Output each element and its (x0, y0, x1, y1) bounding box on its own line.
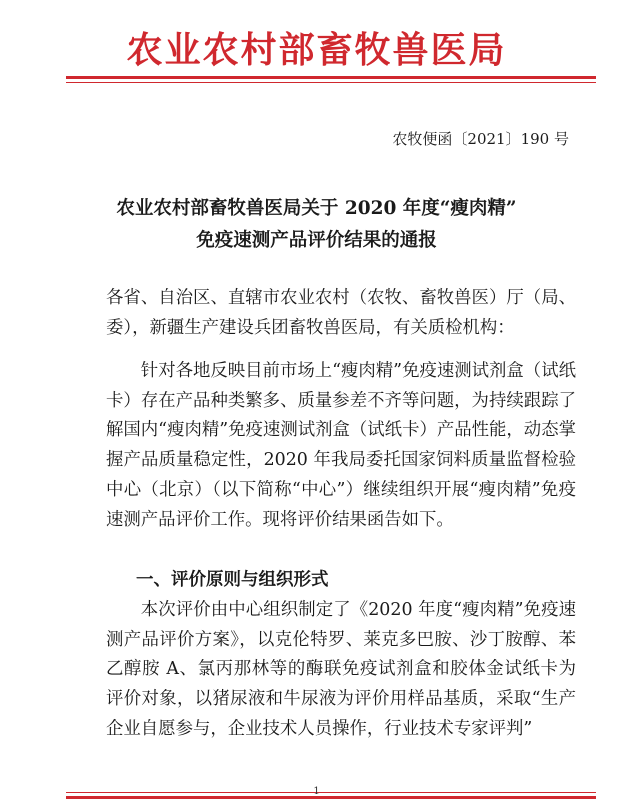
agency-header: 农业农村部畜牧兽医局 (126, 29, 507, 71)
body-paragraph-1: 针对各地反映目前市场上“瘦肉精”免疫速测试剂盒（试纸卡）存在产品种类繁多、质量参差不齐等问题，为持续跟踪了解国内“瘦肉精”免疫速测试剂盒（试纸卡）产品性能，动态掌握产品质量稳定性，2020 年我局委托国家饲料质量监督检验中心（北京）（以下简称“中心”）继续组织开展“瘦肉精”免疫速测产品评价工作。现将评价结果函告如下。 (106, 361, 576, 530)
document-title-line2: 免疫速测产品评价结果的通报 (196, 230, 437, 251)
document-number: 农牧便函〔2021〕190 号 (392, 130, 569, 148)
body-paragraph-2: 本次评价由中心组织制定了《2020 年度“瘦肉精”免疫速测产品评价方案》，以克伦特罗、莱克多巴胺、沙丁胺醇、苯乙醇胺 A、氯丙那林等的酶联免疫试剂盒和胶体金试纸卡为评价对象，以猪尿液和牛尿液为评价用样品基质，采取“生产企业自愿参与，企业技术人员操作，行业技术专家评判” (106, 600, 576, 739)
addressees: 各省、自治区、直辖市农业农村（农牧、畜牧兽医）厅（局、委），新疆生产建设兵团畜牧兽医局，有关质检机构： (106, 288, 576, 338)
document-title-line1: 农业农村部畜牧兽医局关于 2020 年度“瘦肉精” (116, 198, 517, 219)
section-heading: 一、评价原则与组织形式 (136, 570, 329, 590)
header-rule-thick (66, 76, 596, 79)
page-number: 1 (313, 786, 320, 797)
header-rule-thin (66, 82, 596, 83)
